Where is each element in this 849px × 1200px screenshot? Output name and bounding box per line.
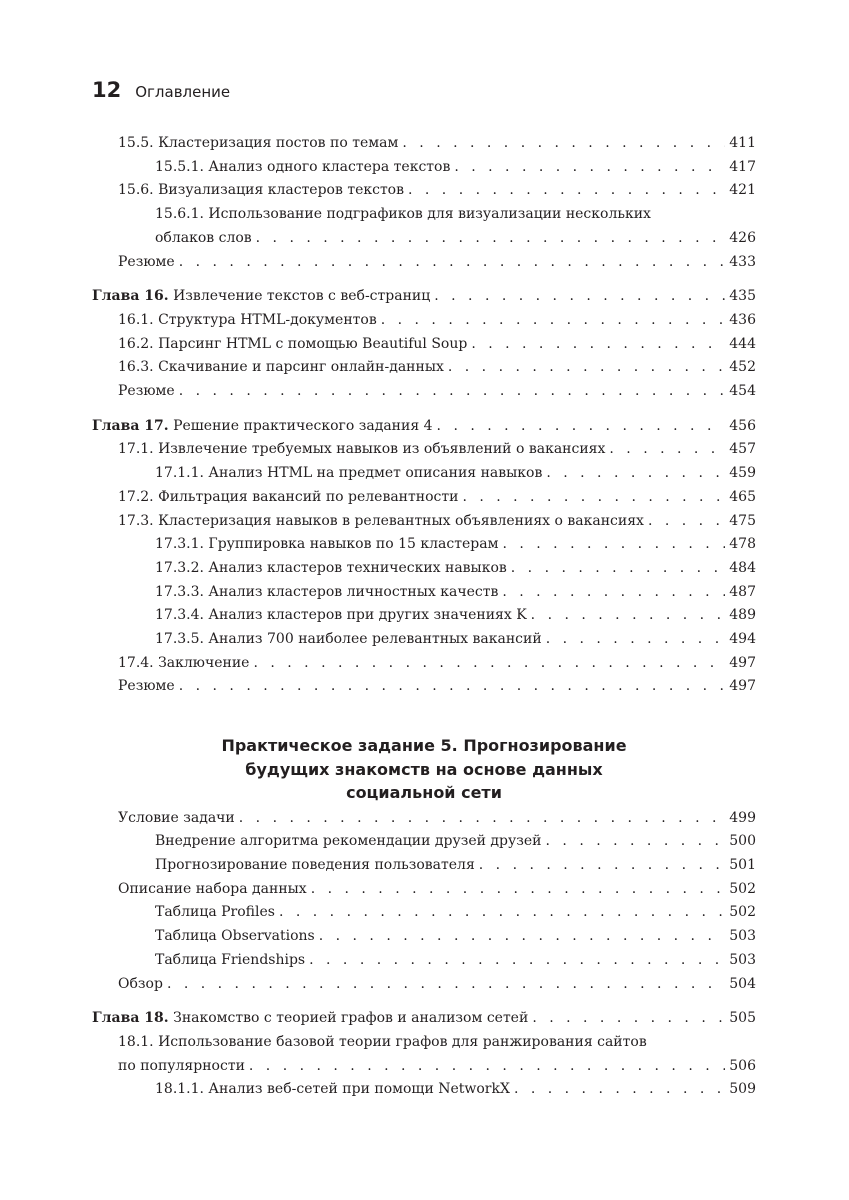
leader-dots: [609, 438, 725, 462]
toc-entry-title: 17.1. Извлечение требуемых навыков из объявлений о вакансиях: [118, 441, 606, 458]
leader-dots: [514, 1078, 725, 1102]
toc-entry[interactable]: [92, 854, 756, 878]
toc-entry-title: 17.4. Заключение: [118, 654, 250, 671]
chapter-label: Глава 17.: [92, 417, 169, 434]
toc-entry-page: 504: [729, 975, 756, 992]
toc-entry-title: Резюме: [118, 678, 175, 695]
toc-entry-page: 503: [729, 928, 756, 945]
toc-entry[interactable]: [92, 486, 756, 510]
toc-entry-title: [92, 1007, 528, 1031]
toc-entry[interactable]: [92, 807, 756, 831]
toc-entry-page: 505: [729, 1010, 756, 1027]
toc-entry[interactable]: [92, 356, 756, 380]
toc-entry[interactable]: [92, 1078, 756, 1102]
toc-entry-title: Описание набора данных: [118, 880, 307, 897]
chapter-title: Решение практического задания 4: [168, 417, 433, 434]
toc-entry[interactable]: [92, 830, 756, 854]
toc-entry-title: Резюме: [118, 383, 175, 400]
leader-dots: [256, 227, 726, 251]
toc-entry-title-line1[interactable]: 18.1. Использование базовой теории графов для ранжирования сайтов: [118, 1034, 647, 1050]
toc-entry[interactable]: [92, 652, 756, 676]
toc-entry-page: 436: [729, 311, 756, 328]
leader-dots: [546, 830, 726, 854]
toc-entry-title: Таблица Profiles: [155, 904, 275, 921]
running-header-title: Оглавление: [135, 83, 231, 101]
table-of-contents: [92, 132, 756, 1102]
leader-dots: [471, 333, 725, 357]
toc-entry-title: Таблица Friendships: [155, 951, 306, 968]
toc-entry[interactable]: [92, 604, 756, 628]
toc-entry-title: [92, 285, 430, 309]
leader-dots: [179, 380, 726, 404]
toc-entry[interactable]: [92, 557, 756, 581]
toc-entry-page: 497: [729, 678, 756, 695]
leader-dots: [531, 604, 726, 628]
toc-entry-page: 465: [729, 488, 756, 505]
leader-dots: [249, 1055, 725, 1079]
toc-entry-page: 503: [729, 951, 756, 968]
toc-entry-title-line2: по популярности: [118, 1057, 245, 1074]
toc-entry[interactable]: [92, 949, 756, 973]
leader-dots: [311, 878, 726, 902]
leader-dots: [648, 510, 725, 534]
chapter-label: Глава 18.: [92, 1010, 169, 1027]
leader-dots: [434, 285, 725, 309]
toc-entry-page: 433: [729, 253, 756, 270]
leader-dots: [279, 901, 725, 925]
toc-chapter-18[interactable]: [92, 1007, 756, 1031]
leader-dots: [239, 807, 726, 831]
toc-entry-title: 18.1.1. Анализ веб-сетей при помощи NetworkX: [155, 1081, 510, 1098]
leader-dots: [319, 925, 726, 949]
toc-entry-page: 478: [729, 536, 756, 553]
toc-entry[interactable]: [92, 675, 756, 699]
toc-entry-title: Прогнозирование поведения пользователя: [155, 857, 475, 874]
chapter-title: Извлечение текстов с веб-страниц: [168, 288, 431, 305]
toc-entry-page: 435: [729, 288, 756, 305]
toc-entry-page: 502: [729, 880, 756, 897]
toc-entry[interactable]: [92, 510, 756, 534]
page-number: 12: [92, 78, 122, 102]
leader-dots: [179, 251, 726, 275]
leader-dots: [309, 949, 725, 973]
toc-entry-title: 17.3.5. Анализ 700 наиболее релевантных вакансий: [155, 631, 542, 648]
toc-entry-title: 16.3. Скачивание и парсинг онлайн-данных: [118, 359, 444, 376]
leader-dots: [167, 973, 725, 997]
toc-entry[interactable]: [92, 581, 756, 605]
toc-entry[interactable]: [92, 179, 756, 203]
toc-entry-title: Резюме: [118, 253, 175, 270]
toc-entry-page: 506: [729, 1057, 756, 1074]
leader-dots: [454, 156, 725, 180]
leader-dots: [253, 652, 725, 676]
leader-dots: [502, 581, 725, 605]
chapter-title: Знакомство с теорией графов и анализом сетей: [168, 1010, 529, 1027]
toc-entry-page: 444: [729, 335, 756, 352]
toc-entry[interactable]: [92, 973, 756, 997]
leader-dots: [408, 179, 725, 203]
toc-entry-title: 17.3. Кластеризация навыков в релевантных объявлениях о вакансиях: [118, 512, 644, 529]
toc-entry[interactable]: [92, 878, 756, 902]
toc-entry[interactable]: [92, 227, 756, 251]
toc-entry-title: [92, 415, 433, 439]
leader-dots: [381, 309, 726, 333]
leader-dots: [179, 675, 726, 699]
toc-entry-title-line1[interactable]: 15.6.1. Использование подграфиков для визуализации нескольких: [155, 206, 651, 223]
toc-entry-page: 484: [729, 559, 756, 576]
toc-entry-page: 494: [729, 631, 756, 648]
toc-entry-page: 475: [729, 512, 756, 529]
leader-dots: [437, 415, 726, 439]
leader-dots: [502, 533, 725, 557]
toc-entry-title: Обзор: [118, 975, 163, 992]
toc-entry-title: Условие задачи: [118, 809, 235, 826]
toc-entry[interactable]: [92, 533, 756, 557]
chapter-label: Глава 16.: [92, 288, 169, 305]
toc-chapter-17[interactable]: [92, 415, 756, 439]
leader-dots: [546, 462, 725, 486]
toc-entry-page: 509: [729, 1081, 756, 1098]
toc-entry-page: 417: [729, 158, 756, 175]
toc-entry-page: 457: [729, 441, 756, 458]
toc-entry[interactable]: [92, 438, 756, 462]
part-heading-line: социальной сети: [346, 783, 502, 803]
toc-entry-page: 497: [729, 654, 756, 671]
toc-entry-title: 17.3.4. Анализ кластеров при других значениях K: [155, 607, 527, 624]
toc-entry-title: Внедрение алгоритма рекомендации друзей друзей: [155, 833, 542, 850]
toc-entry-page: 426: [729, 229, 756, 246]
leader-dots: [511, 557, 726, 581]
toc-entry-title: 16.1. Структура HTML-документов: [118, 311, 377, 328]
page-header: [92, 78, 230, 104]
toc-entry-title: Таблица Observations: [155, 928, 315, 945]
toc-entry[interactable]: [92, 628, 756, 652]
toc-entry-title: 17.3.2. Анализ кластеров технических навыков: [155, 559, 507, 576]
toc-entry[interactable]: [92, 309, 756, 333]
toc-entry[interactable]: [92, 132, 756, 156]
toc-entry-page: 500: [729, 833, 756, 850]
leader-dots: [532, 1007, 725, 1031]
toc-chapter-16[interactable]: [92, 285, 756, 309]
toc-entry-title: 17.2. Фильтрация вакансий по релевантности: [118, 488, 459, 505]
toc-entry-page: 489: [729, 607, 756, 624]
leader-dots: [448, 356, 725, 380]
toc-entry-title: 16.2. Парсинг HTML с помощью Beautiful Soup: [118, 335, 468, 352]
toc-entry-page: 421: [729, 182, 756, 199]
toc-entry-page: 411: [729, 135, 756, 151]
leader-dots: [402, 132, 725, 156]
toc-entry-page: 501: [729, 857, 756, 874]
part-heading-line: будущих знакомств на основе данных: [245, 759, 603, 779]
toc-entry-page: 499: [729, 809, 756, 826]
toc-entry-title: 15.5. Кластеризация постов по темам: [118, 135, 399, 151]
toc-entry[interactable]: [92, 462, 756, 486]
toc-entry[interactable]: [92, 1055, 756, 1079]
leader-dots: [546, 628, 726, 652]
toc-entry-title: 15.5.1. Анализ одного кластера текстов: [155, 158, 451, 175]
toc-entry[interactable]: [92, 380, 756, 404]
toc-entry[interactable]: [92, 333, 756, 357]
part-heading[interactable]: [92, 734, 756, 805]
toc-entry[interactable]: [92, 925, 756, 949]
leader-dots: [479, 854, 725, 878]
toc-entry-page: 502: [729, 904, 756, 921]
toc-entry-title-line2: облаков слов: [155, 229, 252, 246]
toc-entry-page: 459: [729, 465, 756, 482]
toc-entry-page: 487: [729, 583, 756, 600]
leader-dots: [462, 486, 725, 510]
toc-entry-title: 17.1.1. Анализ HTML на предмет описания навыков: [155, 465, 543, 482]
toc-entry[interactable]: [92, 156, 756, 180]
part-heading-line: Практическое задание 5. Прогнозирование: [221, 736, 627, 756]
toc-entry-page: 454: [729, 383, 756, 400]
toc-entry-page: 452: [729, 359, 756, 376]
toc-entry[interactable]: [92, 901, 756, 925]
toc-entry-title: 15.6. Визуализация кластеров текстов: [118, 182, 404, 199]
toc-entry-title: 17.3.3. Анализ кластеров личностных качеств: [155, 583, 499, 600]
toc-entry-page: 456: [729, 417, 756, 434]
toc-entry[interactable]: [92, 251, 756, 275]
toc-entry-title: 17.3.1. Группировка навыков по 15 кластерам: [155, 536, 499, 553]
